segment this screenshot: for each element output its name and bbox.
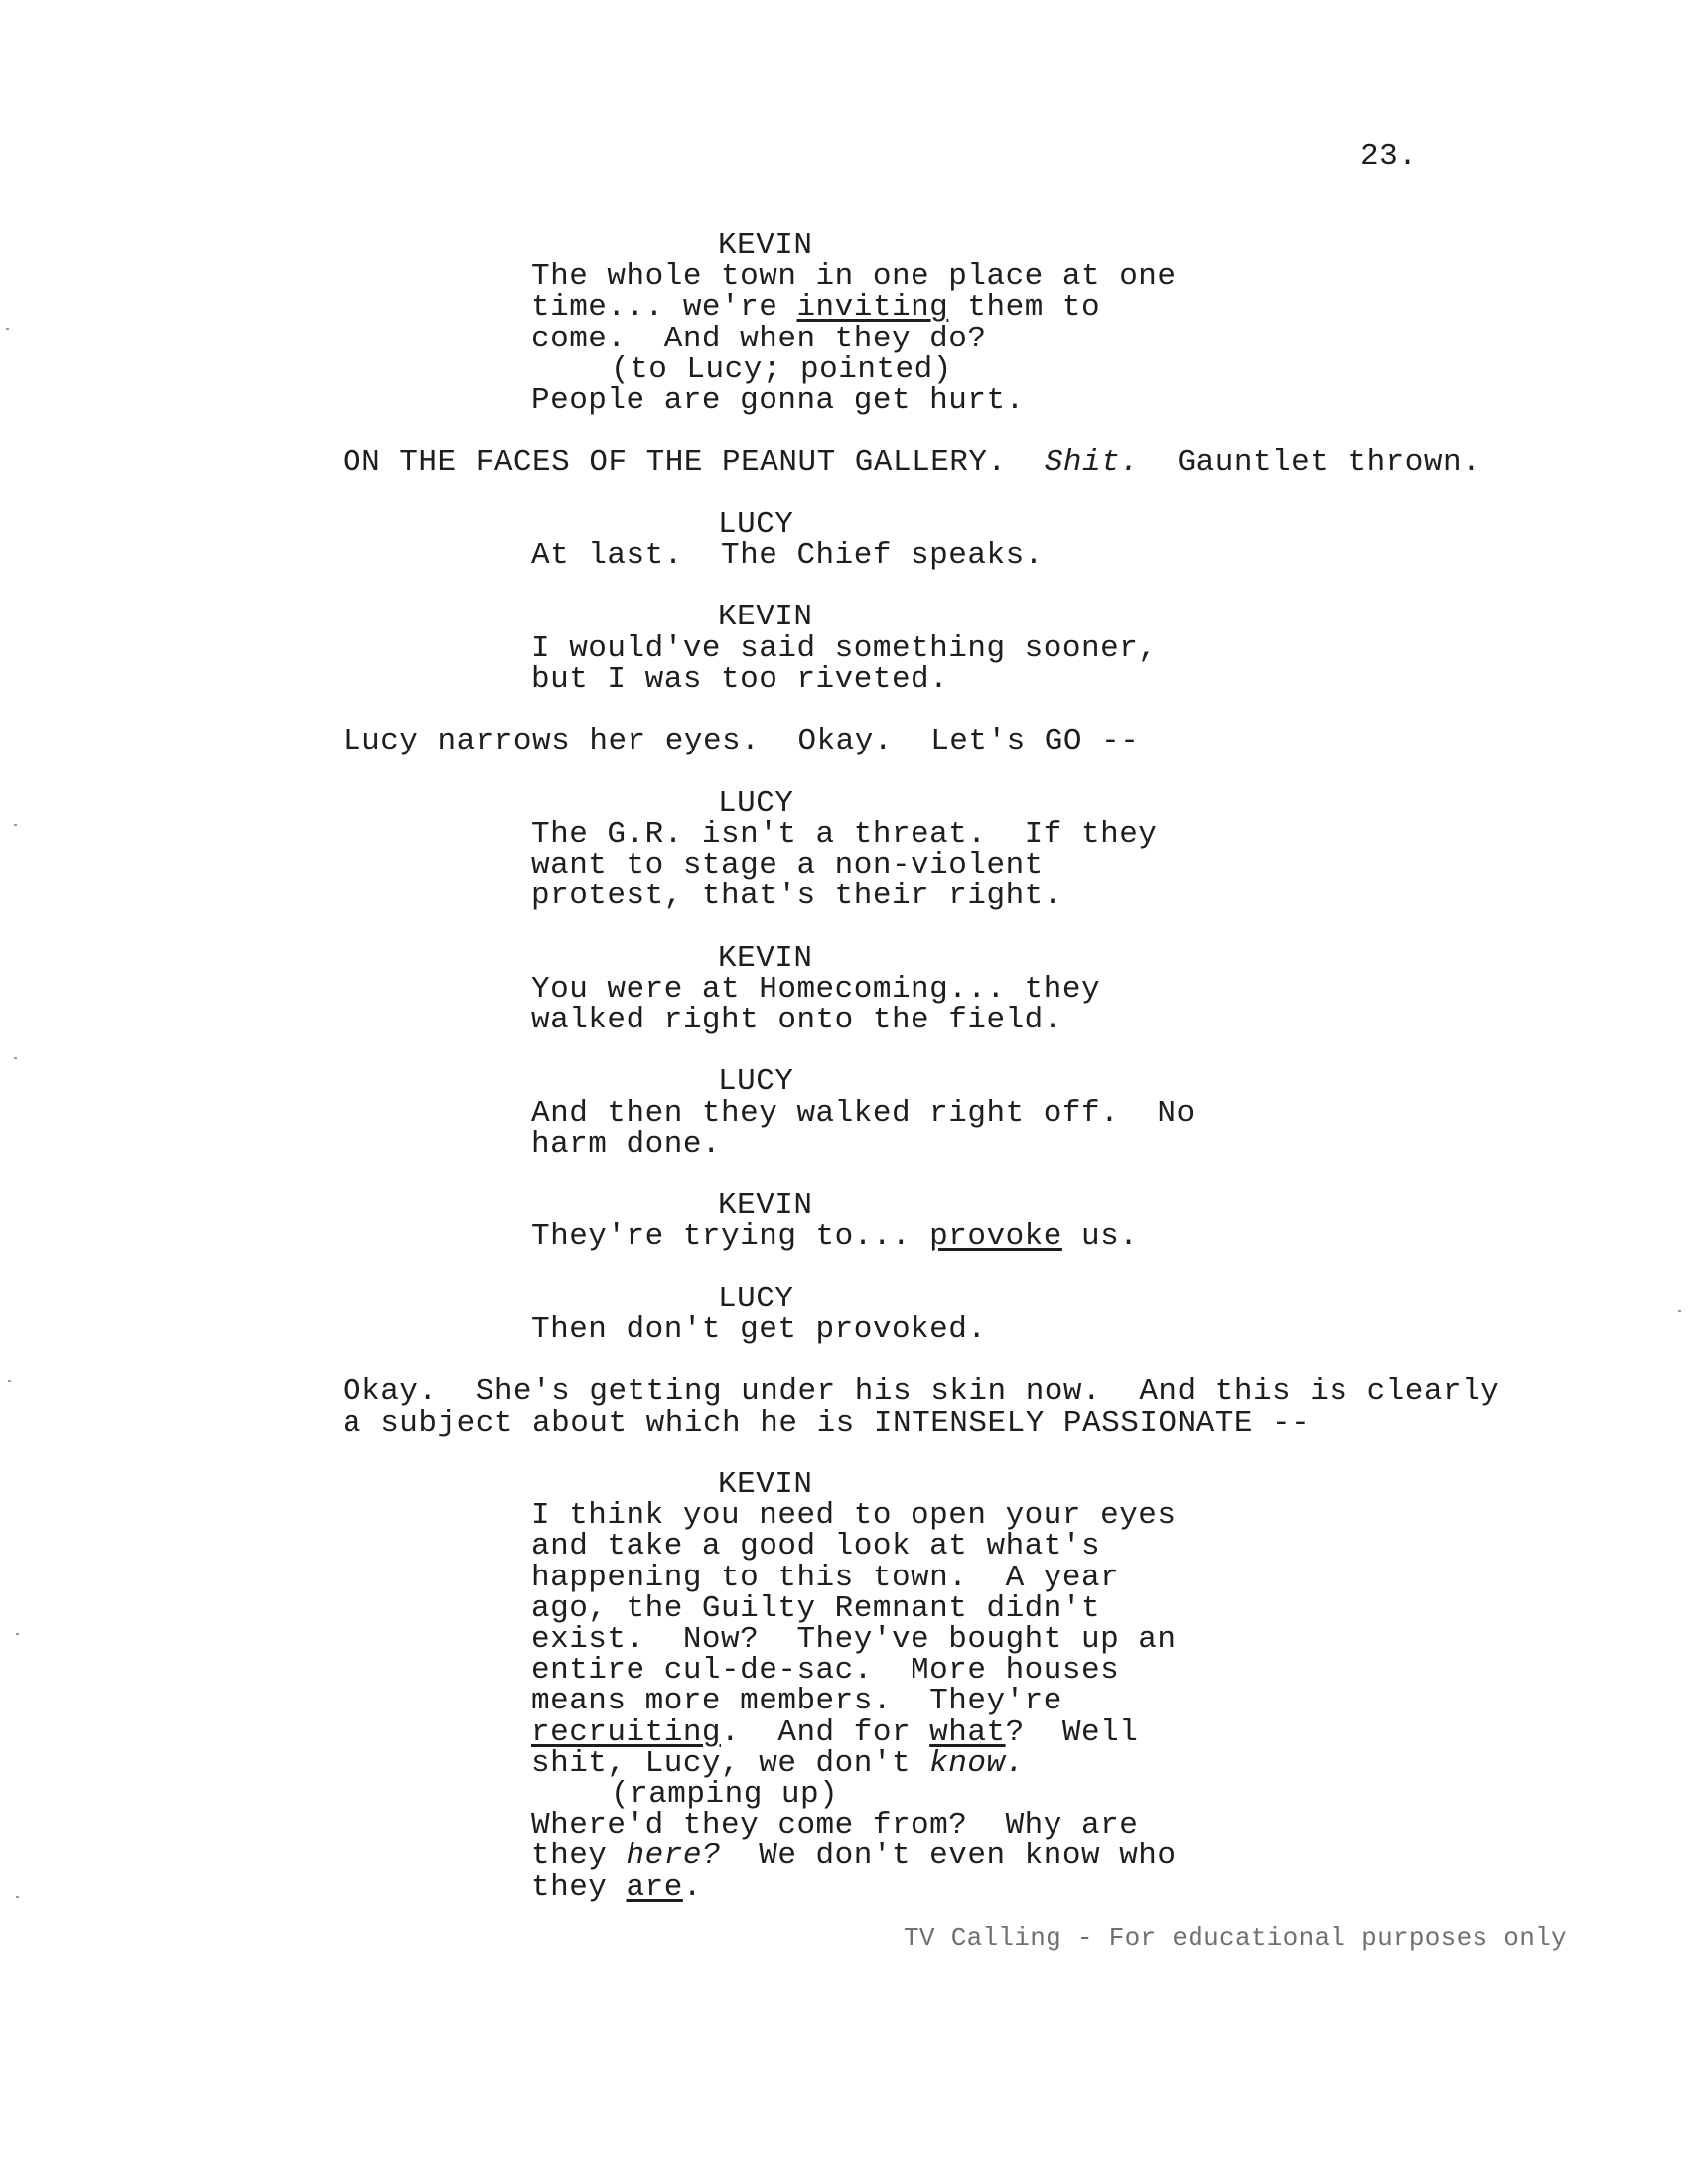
dialogue-line: [531, 633, 1157, 664]
dialogue-line: [531, 850, 1044, 881]
dialogue-line: [531, 1500, 1177, 1531]
text-run: I think you need to open your eyes: [531, 1498, 1177, 1533]
text-run: Where'd they come from? Why are: [531, 1808, 1139, 1843]
italic-text: Shit.: [1044, 445, 1140, 479]
dialogue-line: [531, 1624, 1177, 1655]
character-cue: KEVIN: [718, 1467, 813, 1502]
dialogue-line: [531, 540, 1044, 571]
text-run: And then they walked right off. No: [531, 1096, 1196, 1131]
scan-speck: [16, 1896, 19, 1898]
character-cue: KEVIN: [718, 228, 813, 263]
character-cue: LUCY: [718, 786, 794, 821]
text-run: . And for: [721, 1715, 930, 1750]
dialogue-line: [531, 1129, 721, 1160]
scan-speck: [1678, 1310, 1681, 1312]
action-line: [343, 447, 1480, 478]
text-run: walked right onto the field.: [531, 1003, 1062, 1037]
page-number: 23.: [1360, 139, 1418, 174]
italic-text: know.: [929, 1746, 1025, 1781]
text-run: means more members. They're: [531, 1684, 1062, 1718]
text-run: a subject about which he is INTENSELY PASSIONATE --: [343, 1406, 1311, 1440]
dialogue-line: [531, 1098, 1196, 1129]
dialogue-line: [531, 819, 1157, 850]
italic-text: here?: [626, 1839, 722, 1873]
dialogue-line: [531, 1717, 1138, 1748]
text-run: Gauntlet thrown.: [1139, 445, 1481, 479]
character-cue: LUCY: [718, 507, 794, 542]
scan-speck: [16, 1633, 19, 1635]
dialogue-line: [531, 1655, 1119, 1686]
dialogue-line: [531, 1810, 1138, 1841]
text-run: happening to this town. A year: [531, 1561, 1120, 1595]
scan-speck: [6, 328, 9, 330]
dialogue-line: [531, 1872, 702, 1903]
text-run: exist. Now? They've bought up an: [531, 1622, 1177, 1657]
action-line: [343, 1408, 1310, 1438]
dialogue-line: [531, 1686, 1062, 1716]
text-run: time... we're: [531, 290, 797, 325]
character-cue: KEVIN: [718, 1188, 813, 1223]
dialogue-line: [531, 1593, 1100, 1624]
text-run: harm done.: [531, 1127, 722, 1161]
character-cue: KEVIN: [718, 600, 813, 634]
text-run: I would've said something sooner,: [531, 631, 1158, 666]
text-run: You were at Homecoming... they: [531, 972, 1101, 1007]
dialogue-line: [531, 292, 1100, 323]
text-run: At last. The Chief speaks.: [531, 538, 1044, 573]
text-run: They're trying to...: [531, 1219, 930, 1254]
text-run: Then don't get provoked.: [531, 1312, 987, 1347]
scan-speck: [14, 824, 17, 826]
text-run: protest, that's their right.: [531, 879, 1062, 913]
text-run: they: [531, 1870, 627, 1905]
character-cue: LUCY: [718, 1282, 794, 1316]
underlined-text: what: [929, 1715, 1006, 1750]
text-run: The whole town in one place at one: [531, 259, 1177, 294]
text-run: entire cul-de-sac. More houses: [531, 1653, 1120, 1688]
dialogue-line: [531, 385, 1025, 416]
text-run: but I was too riveted.: [531, 662, 949, 697]
character-cue: KEVIN: [718, 941, 813, 976]
text-run: them to: [948, 290, 1101, 325]
dialogue-line: [531, 1563, 1119, 1593]
text-run: People are gonna get hurt.: [531, 383, 1025, 418]
text-run: shit, Lucy, we don't: [531, 1746, 930, 1781]
dialogue-line: [531, 1314, 986, 1345]
dialogue-line: [531, 664, 948, 695]
text-run: want to stage a non-violent: [531, 848, 1044, 883]
text-run: and take a good look at what's: [531, 1529, 1101, 1564]
footer-watermark: TV Calling - For educational purposes only: [904, 1923, 1567, 1953]
underlined-text: provoke: [929, 1219, 1062, 1254]
text-run: .: [682, 1870, 702, 1905]
text-run: come. And when they do?: [531, 322, 987, 356]
dialogue-line: [531, 1748, 1025, 1779]
dialogue-line: [531, 1841, 1177, 1871]
dialogue-line: [531, 1531, 1100, 1562]
text-run: they: [531, 1839, 627, 1873]
character-cue: LUCY: [718, 1064, 794, 1099]
text-run: ON THE FACES OF THE PEANUT GALLERY.: [343, 445, 1045, 479]
underlined-text: inviting: [796, 290, 949, 325]
dialogue-line: [531, 261, 1177, 292]
dialogue-line: [531, 881, 1062, 911]
text-run: us.: [1061, 1219, 1139, 1254]
text-run: Lucy narrows her eyes. Okay. Let's GO --: [343, 724, 1140, 758]
action-line: [343, 726, 1139, 756]
dialogue-line: [531, 974, 1100, 1005]
text-run: We don't even know who: [721, 1839, 1177, 1873]
scan-speck: [8, 1380, 11, 1382]
parenthetical: (ramping up): [611, 1777, 839, 1812]
dialogue-line: [531, 324, 986, 354]
parenthetical: (to Lucy; pointed): [611, 352, 952, 387]
text-run: Okay. She's getting under his skin now. And this is clearly: [343, 1374, 1500, 1409]
scan-speck: [14, 1057, 17, 1059]
text-run: ago, the Guilty Remnant didn't: [531, 1591, 1101, 1626]
underlined-text: are: [626, 1870, 683, 1905]
dialogue-line: [531, 1221, 1138, 1252]
dialogue-line: [531, 1005, 1062, 1035]
underlined-text: recruiting: [531, 1715, 722, 1750]
text-run: The G.R. isn't a threat. If they: [531, 817, 1158, 852]
text-run: ? Well: [1005, 1715, 1139, 1750]
action-line: [343, 1376, 1499, 1407]
